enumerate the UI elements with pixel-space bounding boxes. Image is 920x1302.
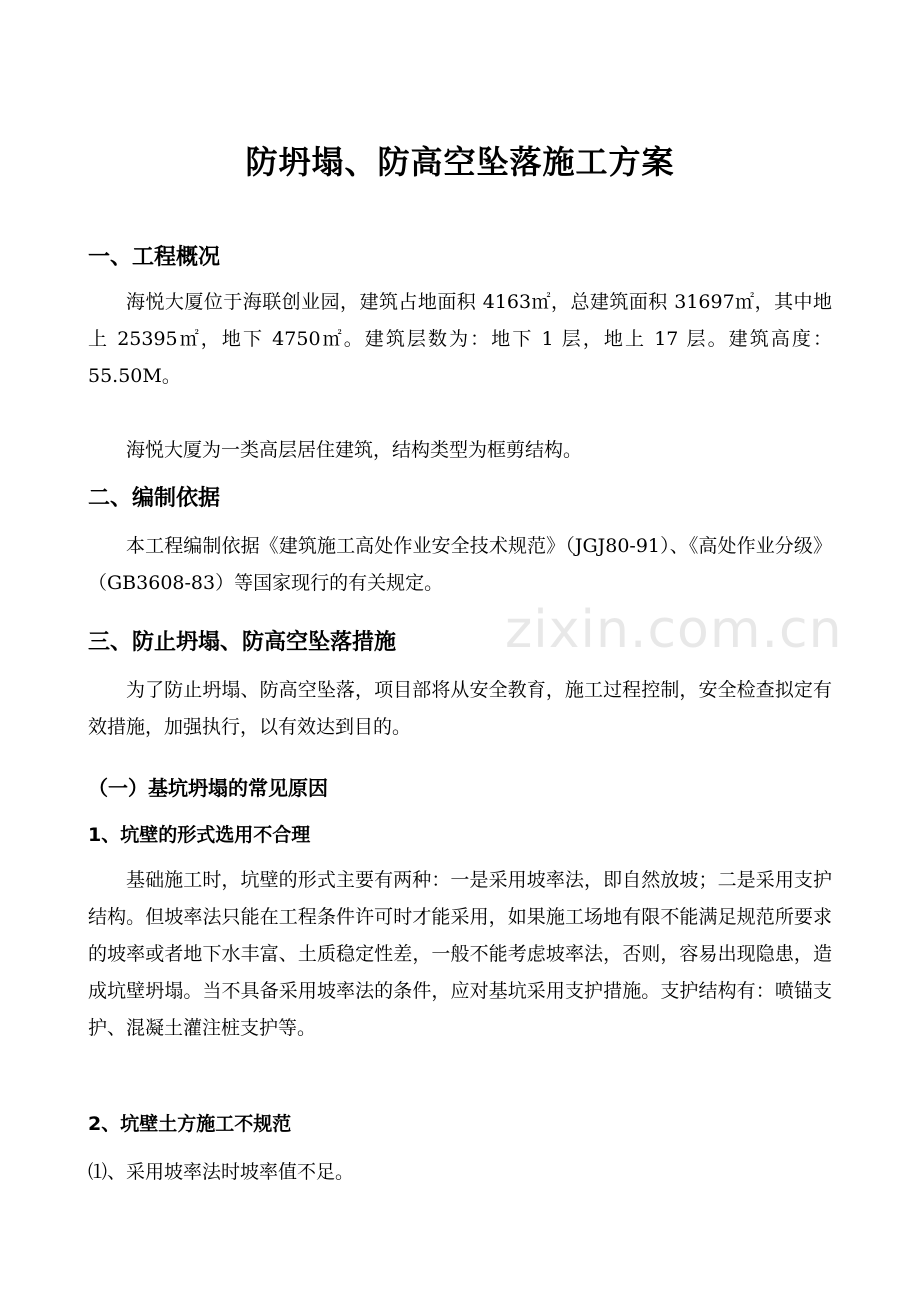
item-heading-wall-form: 1、坑壁的形式选用不合理: [88, 824, 311, 846]
document-title: 防坍塌、防高空坠落施工方案: [245, 143, 675, 181]
section-heading-measures: 三、防止坍塌、防高空坠落措施: [88, 630, 397, 655]
paragraph-wall-form: 基础施工时，坑壁的形式主要有两种：一是采用坡率法，即自然放坡；二是采用支护结构。但坡率法只能在工程条件许可时才能采用，如果施工场地有限不能满足规范所要求的坡率或者地下水丰富、土质稳定性差，一般不能考虑坡率法，否则，容易出现隐患，造成坑壁坍塌。当不具备采用坡率法的条件，应对基坑采用支护措施。支护结构有：喷锚支护、混凝土灌注桩支护等。: [88, 869, 832, 1039]
watermark: zixin.com.cn: [505, 600, 843, 660]
section-heading-overview: 一、工程概况: [88, 245, 221, 270]
subsection-heading-causes: （一）基坑坍塌的常见原因: [88, 776, 328, 800]
list-item-slope-ratio: ⑴、采用坡率法时坡率值不足。: [88, 1161, 355, 1183]
paragraph-overview-2: 海悦大厦为一类高层居住建筑，结构类型为框剪结构。: [126, 439, 583, 461]
paragraph-overview-1: 海悦大厦位于海联创业园，建筑占地面积 4163㎡，总建筑面积 31697㎡，其中地上 25395㎡，地下 4750㎡。建筑层数为：地下 1 层，地上 17 层。建筑高度：55.50M。: [88, 291, 832, 387]
paragraph-measures-1: 为了防止坍塌、防高空坠落，项目部将从安全教育，施工过程控制，安全检查拟定有效措施，加强执行，以有效达到目的。: [88, 679, 832, 738]
paragraph-basis-1: 本工程编制依据《建筑施工高处作业安全技术规范》（JGJ80-91）、《高处作业分级》（GB3608-83）等国家现行的有关规定。: [88, 535, 832, 594]
section-heading-basis: 二、编制依据: [88, 486, 221, 511]
item-heading-earthwork: 2、坑壁土方施工不规范: [88, 1113, 292, 1135]
